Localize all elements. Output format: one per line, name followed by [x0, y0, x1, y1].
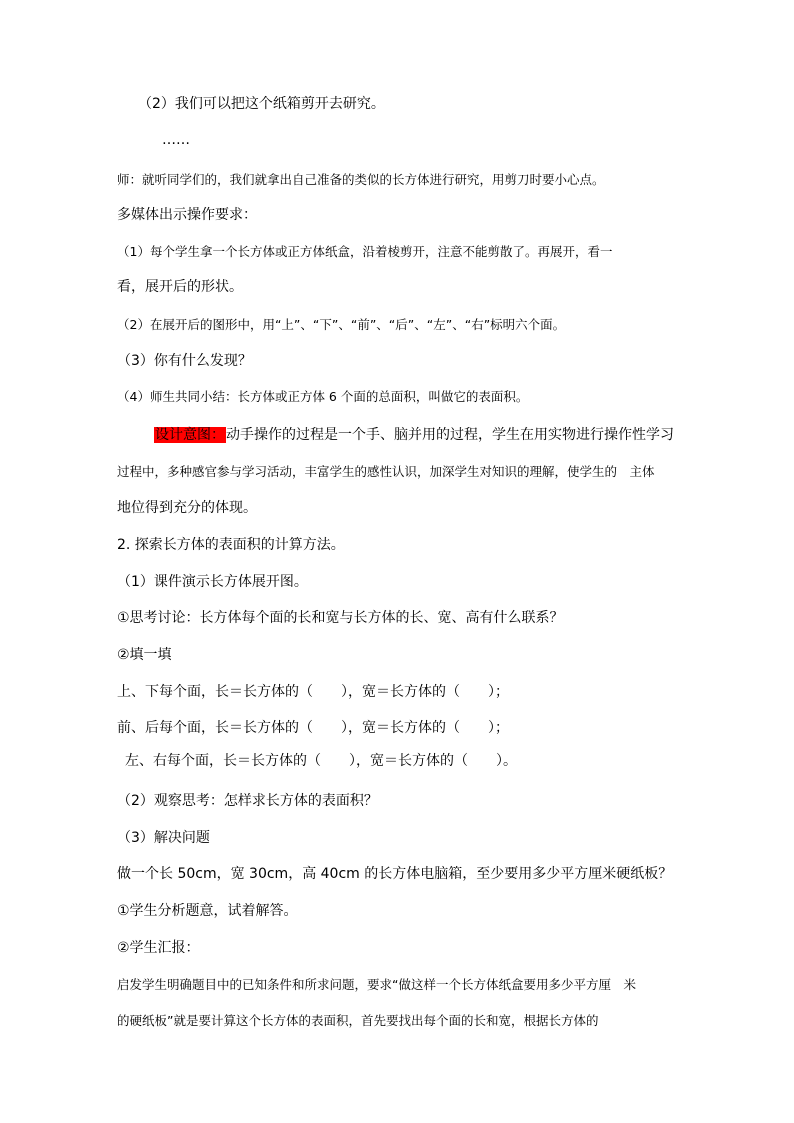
text-line: 的硬纸板”就是要计算这个长方体的表面积，首先要找出每个面的长和宽，根据长方体的 — [117, 1013, 599, 1028]
text-line: 多媒体出示操作要求： — [117, 207, 257, 223]
design-intent-tag: 设计意图： — [155, 427, 225, 443]
text-line: 动手操作的过程是一个手、脑并用的过程，学生在用实物进行操作性学习 — [226, 427, 674, 443]
design-intent-line — [154, 426, 674, 444]
text-line: （2）我们可以把这个纸箱剪开去研究。 — [138, 96, 385, 112]
fill-blank-line: 前、后每个面，长＝长方体的（ ），宽＝长方体的（ ）； — [117, 720, 509, 736]
text-line: 看，展开后的形状。 — [117, 279, 243, 295]
section-heading: 2. 探索长方体的表面积的计算方法。 — [117, 537, 345, 553]
text-line: ②学生汇报： — [117, 940, 200, 956]
text-line: （1）每个学生拿一个长方体或正方体纸盒，沿着棱剪开，注意不能剪散了。再展开，看一 — [117, 244, 613, 259]
fill-blank-line: 上、下每个面，长＝长方体的（ ），宽＝长方体的（ ）； — [117, 684, 509, 700]
text-line: ②填一填 — [117, 647, 172, 663]
text-line: ①学生分析题意，试着解答。 — [117, 903, 298, 919]
text-line: （3）解决问题 — [117, 830, 210, 846]
text-line: 启发学生明确题目中的已知条件和所求问题，要求“做这样一个长方体纸盒要用多少平方厘 米 — [117, 977, 636, 992]
fill-blank-line: 左、右每个面，长＝长方体的（ ），宽＝长方体的（ ）。 — [125, 753, 517, 769]
text-line: （1）课件演示长方体展开图。 — [117, 574, 308, 590]
text-line: （4）师生共同小结：长方体或正方体 6 个面的总面积，叫做它的表面积。 — [117, 389, 529, 404]
text-line: ①思考讨论：长方体每个面的长和宽与长方体的长、宽、高有什么联系？ — [117, 610, 564, 626]
text-line: 师：就听同学们的，我们就拿出自己准备的类似的长方体进行研究，用剪刀时要小心点。 — [117, 172, 605, 187]
problem-text: 做一个长 50cm，宽 30cm，高 40cm 的长方体电脑箱，至少要用多少平方厘米硬纸板？ — [117, 866, 673, 882]
text-line: （2）观察思考：怎样求长方体的表面积？ — [117, 793, 378, 809]
text-line: （2）在展开后的图形中，用“上”、“下”、“前”、“后”、“左”、“右”标明六个面。 — [117, 317, 566, 332]
ellipsis: …… — [162, 132, 190, 148]
text-line: （3）你有什么发现？ — [117, 353, 252, 369]
text-line: 地位得到充分的体现。 — [117, 500, 257, 516]
text-line: 过程中，多种感官参与学习活动，丰富学生的感性认识，加深学生对知识的理解，使学生的 主体 — [117, 464, 655, 479]
